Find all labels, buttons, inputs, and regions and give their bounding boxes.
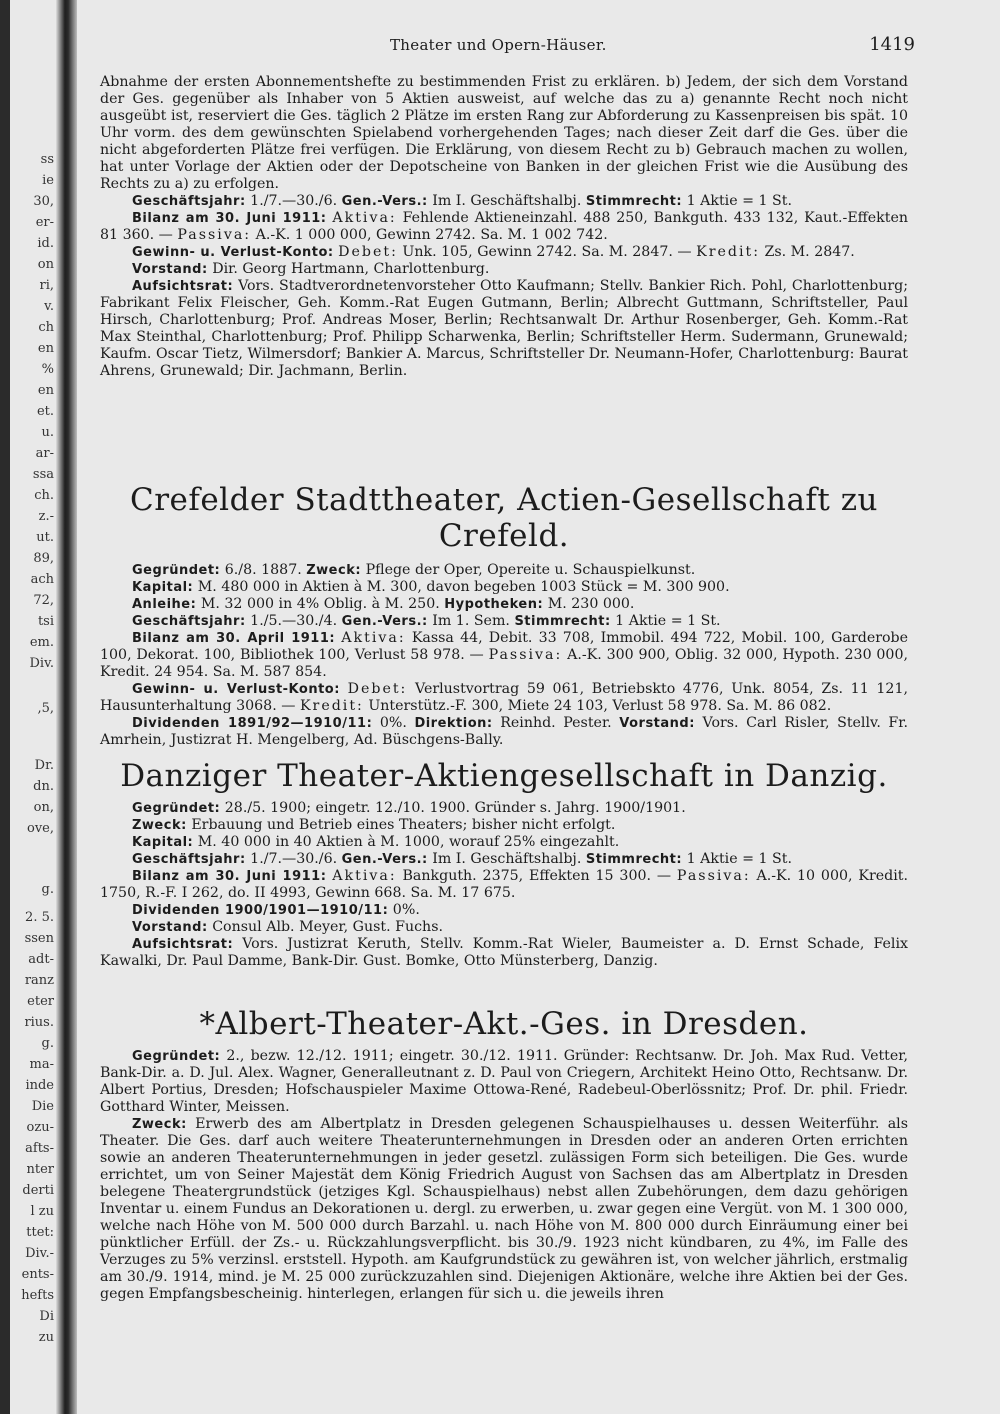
margin-fragment: %	[41, 362, 54, 377]
danzig-geschaeftsjahr	[100, 851, 908, 868]
margin-fragment: z.-	[38, 509, 54, 524]
value-direktion: Reinhd. Pester.	[492, 715, 620, 731]
label-hypotheken: Hypotheken:	[444, 597, 544, 612]
entry-title: *Albert-Theater-Akt.-Ges. in Dresden.	[199, 1006, 809, 1042]
label-passiva: Passiva:	[676, 868, 751, 884]
value-gen-vers: Im 1. Sem.	[427, 613, 515, 629]
margin-fragment: er-	[35, 215, 54, 230]
value-geschaeftsjahr: 1./7.—30./6.	[245, 193, 342, 209]
margin-fragment: on	[37, 257, 54, 272]
value-debet: Verlustvortrag 59 061, Betriebskto 4776, Unk. 8054, Zs. 11 121, Hausunterhaltung 3068. —	[100, 681, 908, 714]
danzig-vorstand	[100, 919, 908, 936]
margin-fragment: inde	[25, 1078, 54, 1093]
value-kredit: Unterstütz.-F. 300, Miete 24 103, Verlust 58 978. Sa. M. 86 082.	[363, 698, 832, 714]
value-hypotheken: M. 230 000.	[543, 596, 635, 612]
margin-fragment: id.	[37, 236, 54, 251]
value-vorstand: Dir. Georg Hartmann, Charlottenburg.	[207, 261, 490, 277]
label-zweck: Zweck:	[306, 563, 362, 578]
value-kredit: Zs. M. 2847.	[759, 244, 855, 260]
label-kredit: Kredit:	[696, 244, 760, 260]
danzig-dividenden	[100, 902, 908, 919]
margin-fragment: zu	[38, 1330, 54, 1345]
margin-fragment: em.	[29, 635, 54, 650]
label-gegruendet: Gegründet:	[132, 563, 221, 578]
margin-fragment: et.	[36, 404, 54, 419]
value-gen-vers: Im I. Geschäftshalbj.	[427, 193, 586, 209]
margin-fragment: adt-	[28, 952, 54, 967]
danzig-aufsichtsrat	[100, 936, 908, 970]
margin-fragment: ozu-	[26, 1120, 54, 1135]
previous-page-margin-fragments	[10, 0, 58, 1414]
label-kredit: Kredit:	[299, 698, 364, 714]
label-kapital: Kapital:	[132, 580, 194, 595]
margin-fragment: Di	[39, 1309, 54, 1324]
value-kapital: M. 40 000 in 40 Aktien à M. 1000, worauf 25% eingezahlt.	[193, 834, 620, 850]
label-vorstand: Vorstand:	[132, 920, 208, 935]
label-aufsichtsrat: Aufsichtsrat:	[132, 937, 234, 952]
label-bilanz: Bilanz am 30. Juni 1911:	[132, 869, 327, 884]
margin-fragment: ove,	[27, 821, 54, 836]
margin-fragment: Div.-	[25, 1246, 54, 1261]
margin-fragment: ttet:	[26, 1225, 54, 1240]
danzig-gegruendet	[100, 800, 908, 817]
margin-fragment: ssa	[32, 467, 54, 482]
value-gegruendet: 2., bezw. 12./12. 1911; eingetr. 30./12. 1911. Gründer: Rechtsanw. Dr. Joh. Max Rud. Vetter, Bank-Dir. a. D. Jul. Alex. Wagner, Generalleutnant z. D. Paul von Criegern, Architekt Heino Otto, Rechtsanw. Dr. Albert Portius, Dresden; Hofschauspieler Maxime Ottowa-René, Radebeul-Oberlössnitz; Prof. Dr. phil. Friedr. Gotthard Winter, Meissen.	[100, 1048, 908, 1115]
value-aufsichtsrat: Vors. Justizrat Keruth, Stellv. Komm.-Rat Wieler, Baumeister a. D. Ernst Schade, Felix Kawalki, Dr. Paul Damme, Bank-Dir. Gust. Bomke, Otto Münsterberg, Danzig.	[100, 936, 908, 969]
crefeld-anleihe	[100, 596, 908, 613]
value-geschaeftsjahr: 1./5.—30./4.	[245, 613, 342, 629]
margin-fragment: ch	[38, 320, 54, 335]
book-gutter	[55, 0, 77, 1414]
margin-fragment: ie	[42, 173, 54, 188]
label-dividenden: Dividenden 1900/1901—1910/11:	[132, 903, 389, 918]
value-aktiva: Kassa 44, Debit. 33 708, Immobil. 494 722, Mobil. 100, Garderobe 100, Dekorat. 100, Bibliothek 100, Verlust 58 978. —	[100, 630, 909, 663]
running-head: Theater und Opern-Häuser.	[390, 36, 607, 54]
margin-fragment: en	[37, 341, 54, 356]
margin-fragment: 30,	[33, 194, 54, 209]
label-geschaeftsjahr: Geschäftsjahr:	[132, 852, 246, 867]
label-gewinn-verlust: Gewinn- u. Verlust-Konto:	[132, 245, 334, 260]
label-bilanz: Bilanz am 30. Juni 1911:	[132, 211, 327, 226]
value-vorstand: Consul Alb. Meyer, Gust. Fuchs.	[207, 919, 443, 935]
value-kapital: M. 480 000 in Aktien à M. 300, davon begeben 1003 Stück = M. 300 900.	[193, 579, 730, 595]
label-stimmrecht: Stimmrecht:	[585, 194, 683, 209]
value-gegruendet: 28./5. 1900; eingetr. 12./10. 1900. Gründer s. Jahrg. 1900/1901.	[220, 800, 686, 816]
margin-fragment: ri,	[39, 278, 54, 293]
label-bilanz: Bilanz am 30. April 1911:	[132, 631, 336, 646]
value-stimmrecht: 1 Aktie = 1 St.	[682, 193, 792, 209]
label-aktiva: Aktiva:	[341, 630, 406, 646]
label-kapital: Kapital:	[132, 835, 194, 850]
label-stimmrecht: Stimmrecht:	[514, 614, 611, 629]
label-anleihe: Anleihe:	[132, 597, 197, 612]
label-zweck: Zweck:	[132, 818, 187, 833]
value-passiva: A.-K. 300 900, Oblig. 32 000, Hypoth. 230 000, Kredit. 24 954. Sa. M. 587 854.	[100, 647, 908, 680]
margin-fragment: ut.	[36, 530, 54, 545]
dresden-zweck	[100, 1116, 908, 1303]
margin-fragment: Dr.	[34, 758, 54, 773]
label-geschaeftsjahr: Geschäftsjahr:	[132, 194, 246, 209]
margin-fragment: ch.	[34, 488, 54, 503]
margin-fragment: ach	[30, 572, 54, 587]
label-aktiva: Aktiva:	[332, 868, 397, 884]
dresden-gegruendet	[100, 1048, 908, 1116]
danzig-kapital	[100, 834, 908, 851]
intro-block	[100, 74, 908, 380]
label-gewinn-verlust: Gewinn- u. Verlust-Konto:	[132, 682, 340, 697]
margin-fragment: 2. 5.	[25, 910, 54, 925]
margin-fragment: hefts	[21, 1288, 54, 1303]
value-vorstand: Vors. Carl Risler, Stellv. Fr. Amrhein, Justizrat H. Mengelberg, Ad. Büschgens-Bally.	[100, 715, 908, 748]
value-zweck: Pflege der Oper, Opereite u. Schauspielkunst.	[361, 562, 696, 578]
margin-fragment: dn.	[33, 779, 54, 794]
margin-fragment: ar-	[35, 446, 54, 461]
crefeld-gegruendet	[100, 562, 908, 579]
margin-fragment: g.	[41, 882, 54, 897]
margin-fragment: eter	[27, 994, 54, 1009]
intro-geschaeftsjahr	[100, 193, 908, 210]
margin-fragment: ,5,	[37, 701, 54, 716]
label-direktion: Direktion:	[414, 716, 493, 731]
value-gen-vers: Im I. Geschäftshalbj.	[427, 851, 586, 867]
intro-vorstand	[100, 261, 908, 278]
entry-dresden	[100, 1006, 908, 1303]
margin-fragment: ma-	[29, 1057, 54, 1072]
value-zweck: Erwerb des am Albertplatz in Dresden gelegenen Schauspielhauses u. dessen Weiterführ. als Theater. Die Ges. darf auch weitere Theaterunternehmungen in Dresden oder an anderen Orten errichten sowie an anderen Theaterunternehmungen in jeder gesetzl. zulässigen Form sich beteiligen. Die Ges. wurde errichtet, um von Seiner Majestät dem König Friedrich August von Sachsen das am Albertplatz in Dresden belegene Theatergrundstück (jetziges Kgl. Schauspielhaus) nebst allen Zubehörungen, dem dazu gehörigen Inventar u. einem Fundus an Dekorationen u. dergl. zu erwerben, u. zwar gegen eine Vergüt. von M. 1 300 000, welche nach Höhe von M. 500 000 durch Barzahl. u. nach Höhe von M. 800 000 durch Einräumung einer bei pünktlicher Erfüll. der Zs.- u. Rückzahlungsverpflicht. bis 30./9. 1923 nicht kündbaren, zu 4%, im Falle des Verzuges zu 5% verzinsl. erststell. Hypoth. am Kaufgrundstück zu gewähren ist, von welcher jährlich, erstmalig am 30./9. 1914, mind. je M. 25 000 zurückzuzahlen sind. Diejenigen Aktionäre, welche ihre Aktien bei der Ges. gegen Empfangsbescheinig. hinterlegen, erlangen für sich u. die jeweils ihren	[100, 1116, 908, 1302]
margin-fragment: 89,	[33, 551, 54, 566]
label-zweck: Zweck:	[132, 1117, 187, 1132]
intro-bilanz	[100, 210, 908, 244]
page-column	[100, 0, 915, 1414]
margin-fragment: Die	[31, 1099, 54, 1114]
margin-fragment: ss	[40, 152, 54, 167]
value-passiva: A.-K. 10 000, Kredit. 1750, R.-F. I 262, do. II 4993, Gewinn 668. Sa. M. 17 675.	[100, 868, 908, 901]
margin-fragment: v.	[44, 299, 54, 314]
value-anleihe: M. 32 000 in 4% Oblig. à M. 250.	[196, 596, 445, 612]
label-debet: Debet:	[338, 244, 398, 260]
entry-title: Crefelder Stadttheater, Actien-Gesellschaft zu Crefeld.	[129, 482, 879, 554]
entry-crefeld	[100, 482, 908, 749]
crefeld-gewinn-verlust	[100, 681, 908, 715]
label-geschaeftsjahr: Geschäftsjahr:	[132, 614, 246, 629]
value-stimmrecht: 1 Aktie = 1 St.	[610, 613, 721, 629]
margin-fragment: 72,	[33, 593, 54, 608]
page-number: 1419	[869, 34, 915, 55]
label-gen-vers: Gen.-Vers.:	[341, 614, 428, 629]
value-aktiva: Bankguth. 2375, Effekten 15 300. —	[396, 868, 677, 884]
value-dividenden: 0%.	[388, 902, 420, 918]
entry-danzig	[100, 758, 908, 970]
value-gegruendet: 6./8. 1887.	[220, 562, 307, 578]
value-aufsichtsrat: Vors. Stadtverordnetenvorsteher Otto Kaufmann; Stellv. Bankier Rich. Pohl, Charlottenburg; Fabrikant Felix Fleischer, Geh. Komm.-Rat Eugen Gutmann, Berlin; Albrecht Guttmann, Schriftsteller, Paul Hirsch, Charlottenburg; Prof. Andreas Moser, Berlin; Rechtsanwalt Dr. Arthur Rosenberger, Geh. Komm.-Rat Max Steinthal, Charlottenburg; Prof. Philipp Scharwenka, Berlin; Schriftsteller Herm. Sudermann, Grunewald; Kaufm. Oscar Tietz, Wilmersdorf; Bankier A. Marcus, Schriftsteller Dr. Neumann-Hofer, Charlottenburg: Baurat Ahrens, Grunewald; Dir. Jachmann, Berlin.	[100, 278, 908, 379]
page-header	[100, 32, 915, 58]
margin-fragment: on,	[33, 800, 54, 815]
margin-fragment: l zu	[30, 1204, 54, 1219]
label-gegruendet: Gegründet:	[132, 801, 221, 816]
crefeld-kapital	[100, 579, 908, 596]
label-gen-vers: Gen.-Vers.:	[341, 194, 428, 209]
value-dividenden: 0%.	[372, 715, 415, 731]
margin-fragment: afts-	[25, 1141, 54, 1156]
scan-dark-edge	[0, 0, 10, 1414]
margin-fragment: tsi	[37, 614, 54, 629]
intro-gewinn-verlust	[100, 244, 908, 261]
label-aufsichtsrat: Aufsichtsrat:	[132, 279, 234, 294]
value-stimmrecht: 1 Aktie = 1 St.	[682, 851, 792, 867]
value-zweck: Erbauung und Betrieb eines Theaters; bisher nicht erfolgt.	[186, 817, 616, 833]
label-passiva: Passiva:	[177, 227, 252, 243]
label-dividenden: Dividenden 1891/92—1910/11:	[132, 716, 373, 731]
margin-fragment: derti	[22, 1183, 54, 1198]
danzig-zweck	[100, 817, 908, 834]
margin-fragment: ents-	[21, 1267, 54, 1282]
label-vorstand: Vorstand:	[619, 716, 695, 731]
value-aktiva: Fehlende Aktieneinzahl. 488 250, Bankguth. 433 132, Kaut.-Effekten 81 360. —	[100, 210, 908, 243]
margin-fragment: nter	[26, 1162, 54, 1177]
margin-fragment: Div.	[29, 656, 54, 671]
intro-paragraph: Abnahme der ersten Abonnementshefte zu bestimmenden Frist zu erklären. b) Jedem, der sich dem Vorstand der Ges. gegenüber als Inhaber von 5 Aktien ausweist, auf welche das zu a) genannte Recht noch nicht ausgeübt ist, reserviert die Ges. täglich 2 Plätze im ersten Rang zur Abforderung zu Kassenpreisen bis spät. 10 Uhr vorm. des dem gewünschten Spielabend vorhergehenden Tages; nach dieser Zeit darf die Ges. über die nicht abgeforderten Plätze frei verfügen. Die Erklärung, von diesem Recht zu b) Gebrauch machen zu wollen, hat unter Vorlage der Aktien oder der Depotscheine von Banken in der gleichen Frist wie die Ausübung des Rechts zu a) zu erfolgen.	[100, 74, 908, 192]
margin-fragment: g.	[41, 1036, 54, 1051]
label-aktiva: Aktiva:	[332, 210, 397, 226]
margin-fragment: rius.	[24, 1015, 54, 1030]
value-passiva: A.-K. 1 000 000, Gewinn 2742. Sa. M. 1 002 742.	[251, 227, 608, 243]
margin-fragment: en	[37, 383, 54, 398]
value-debet: Unk. 105, Gewinn 2742. Sa. M. 2847. —	[397, 244, 697, 260]
entry-title: Danziger Theater-Aktiengesellschaft in Danzig.	[120, 758, 888, 794]
label-stimmrecht: Stimmrecht:	[585, 852, 683, 867]
crefeld-bilanz	[100, 630, 908, 681]
label-gegruendet: Gegründet:	[132, 1049, 221, 1064]
danzig-bilanz	[100, 868, 908, 902]
crefeld-dividenden	[100, 715, 908, 749]
label-vorstand: Vorstand:	[132, 262, 208, 277]
label-passiva: Passiva:	[488, 647, 563, 663]
label-debet: Debet:	[347, 681, 408, 697]
margin-fragment: ssen	[24, 931, 54, 946]
crefeld-geschaeftsjahr	[100, 613, 908, 630]
margin-fragment: u.	[41, 425, 54, 440]
intro-aufsichtsrat	[100, 278, 908, 380]
value-geschaeftsjahr: 1./7.—30./6.	[245, 851, 342, 867]
margin-fragment: ranz	[24, 973, 54, 988]
label-gen-vers: Gen.-Vers.:	[341, 852, 428, 867]
